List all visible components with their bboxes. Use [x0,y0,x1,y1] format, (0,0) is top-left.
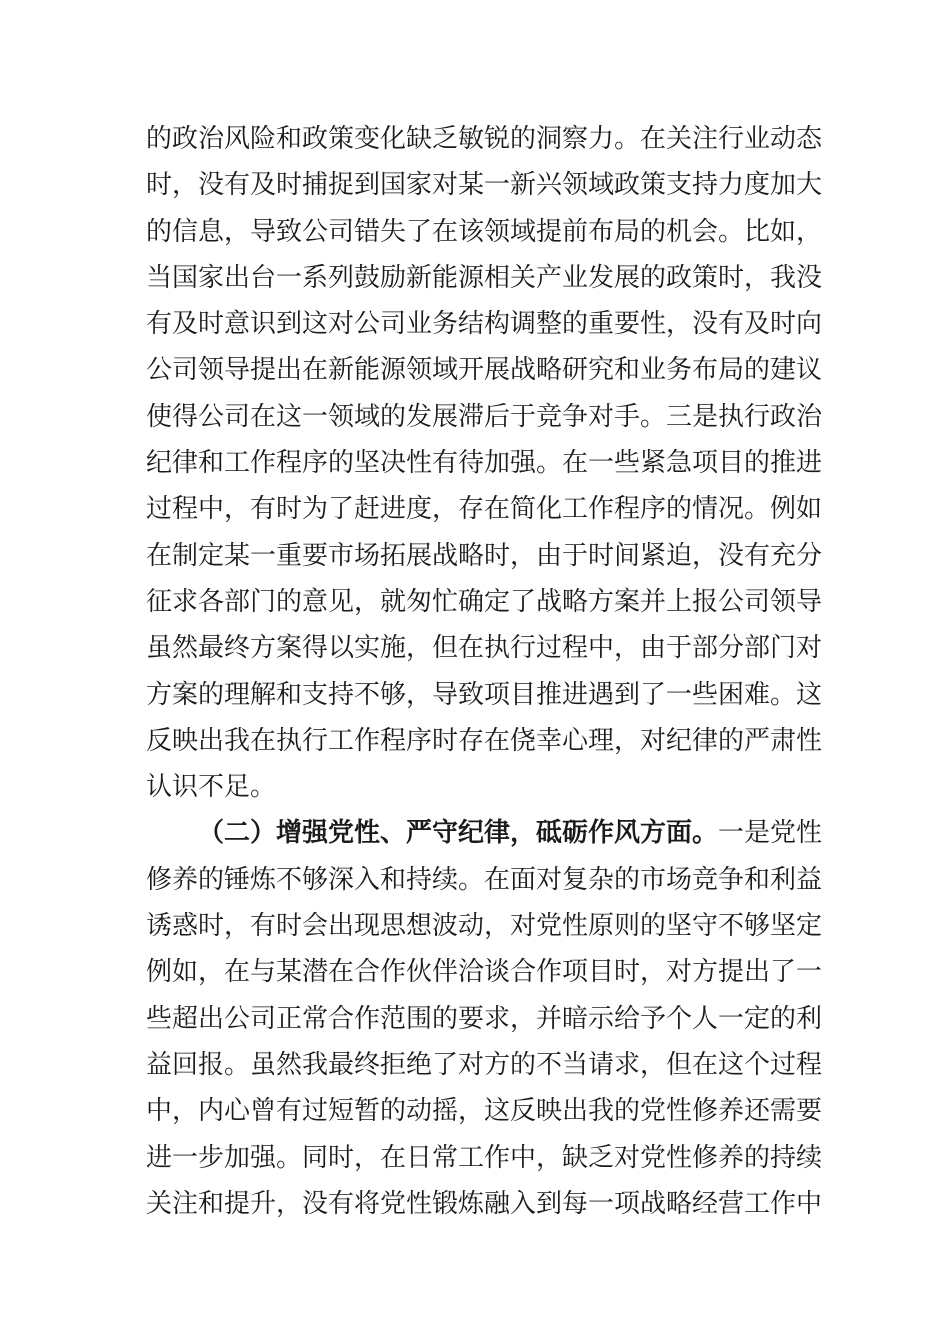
section-heading-line [146,810,823,856]
body-line: 纪律和工作程序的坚决性有待加强。在一些紧急项目的推进 [146,448,823,479]
body-line: 认识不足。 [146,772,277,803]
body-line: 当国家出台一系列鼓励新能源相关产业发展的政策时，我没 [146,262,823,293]
section-heading-tail: 一是党性 [718,818,823,849]
body-line: 诱惑时，有时会出现思想波动，对党性原则的坚守不够坚定 [146,911,823,942]
section-heading: （二）增强党性、严守纪律，砥砺作风方面。 [198,818,719,849]
body-line: 在制定某一重要市场拓展战略时，由于时间紧迫，没有充分 [146,540,823,571]
body-line: 使得公司在这一领域的发展滞后于竞争对手。三是执行政治 [146,401,823,432]
body-line: 的信息，导致公司错失了在该领域提前布局的机会。比如， [146,216,823,247]
body-line: 修养的锤炼不够深入和持续。在面对复杂的市场竞争和利益 [146,864,823,895]
body-line: 方案的理解和支持不够，导致项目推进遇到了一些困难。这 [146,679,823,710]
body-line: 进一步加强。同时，在日常工作中，缺乏对党性修养的持续 [146,1142,823,1173]
body-line: 公司领导提出在新能源领域开展战略研究和业务布局的建议 [146,355,823,386]
body-line: 征求各部门的意见，就匆忙确定了战略方案并上报公司领导 [146,586,823,617]
body-line: 些超出公司正常合作范围的要求，并暗示给予个人一定的利 [146,1003,823,1034]
body-line: 关注和提升，没有将党性锻炼融入到每一项战略经营工作中 [146,1188,823,1219]
body-line: 中，内心曾有过短暂的动摇，这反映出我的党性修养还需要 [146,1096,823,1127]
body-line: 的政治风险和政策变化缺乏敏锐的洞察力。在关注行业动态 [146,124,823,154]
body-line: 例如，在与某潜在合作伙伴洽谈合作项目时，对方提出了一 [146,957,823,988]
body-line: 时，没有及时捕捉到国家对某一新兴领域政策支持力度加大 [146,170,823,201]
body-line: 虽然最终方案得以实施，但在执行过程中，由于部分部门对 [146,633,823,664]
body-line: 过程中，有时为了赶进度，存在简化工作程序的情况。例如 [146,494,823,525]
body-line: 益回报。虽然我最终拒绝了对方的不当请求，但在这个过程 [146,1049,823,1080]
document-body [146,116,823,1227]
body-line: 反映出我在执行工作程序时存在侥幸心理，对纪律的严肃性 [146,725,823,756]
body-line: 有及时意识到这对公司业务结构调整的重要性，没有及时向 [146,309,823,340]
